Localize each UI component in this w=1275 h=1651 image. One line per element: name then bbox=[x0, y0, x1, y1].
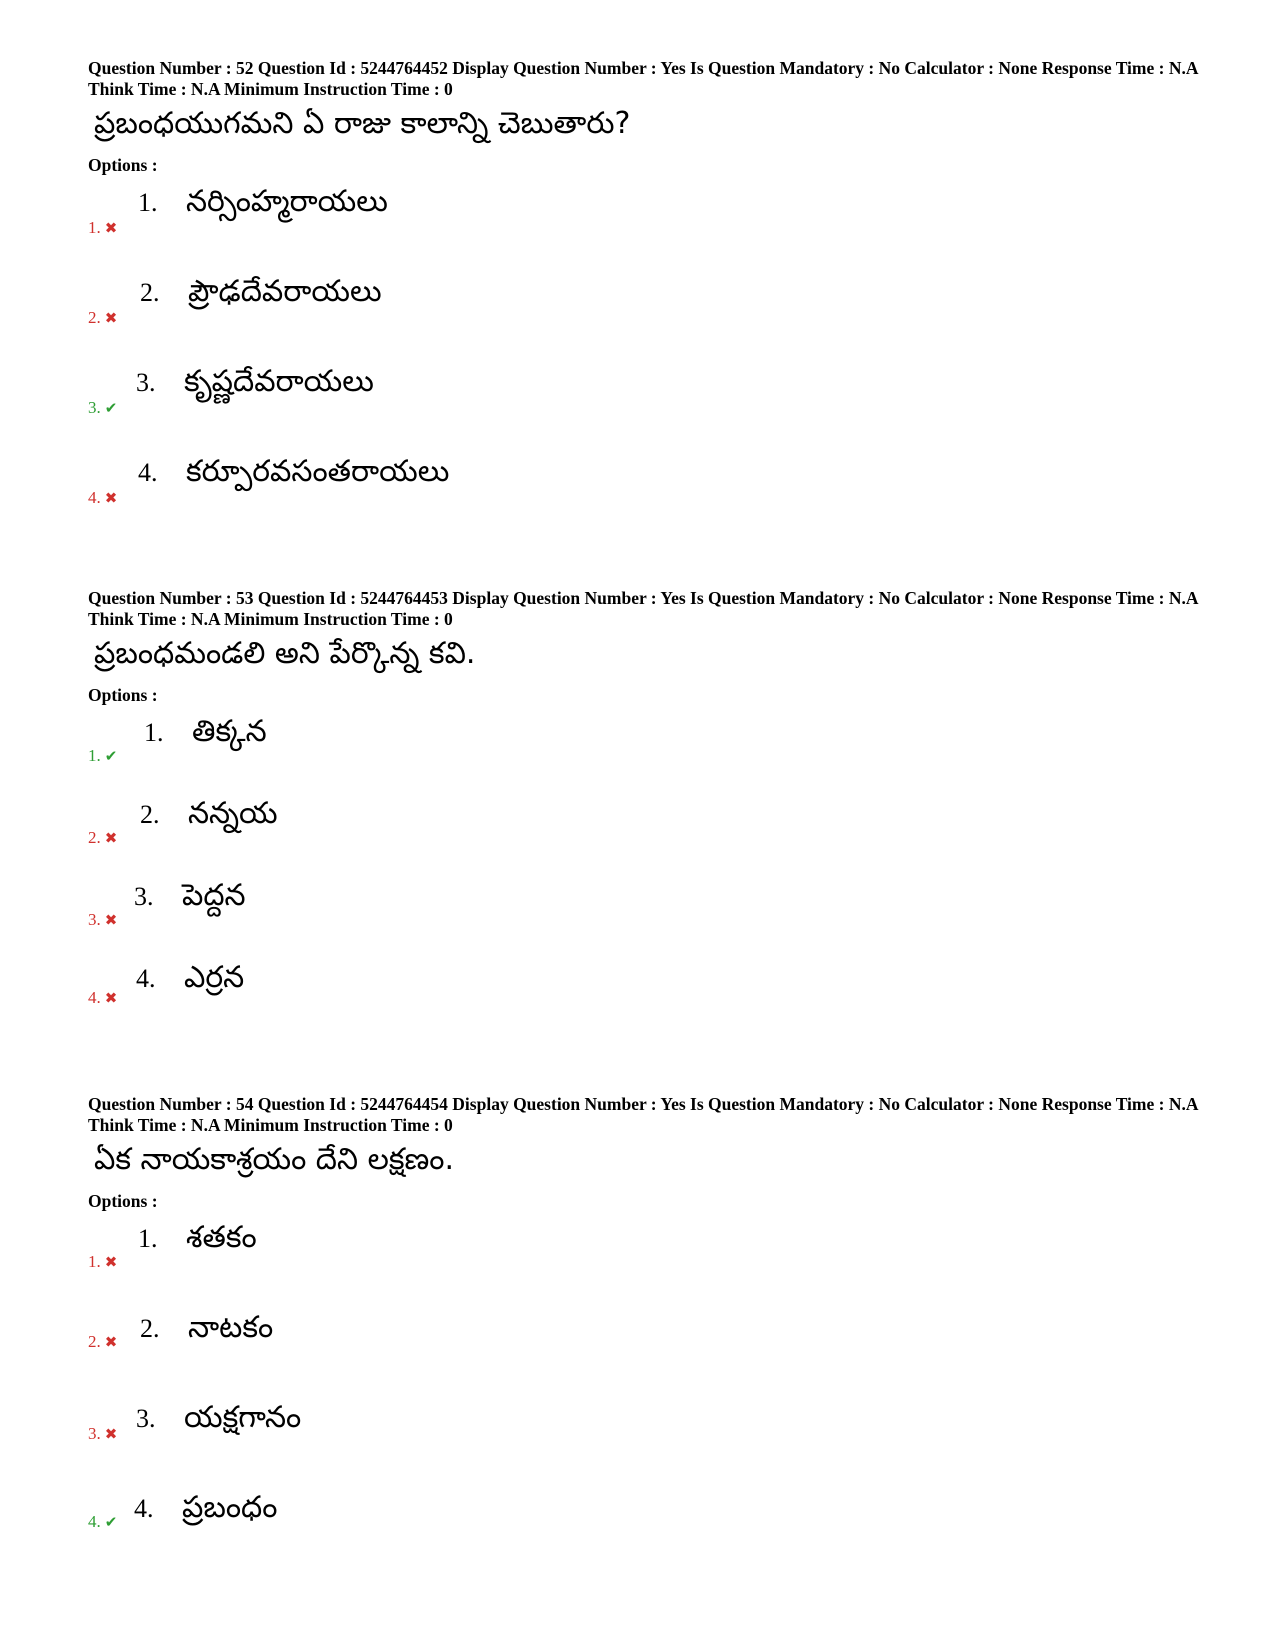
question-meta: Question Number : 54 Question Id : 5244764454 Display Question Number : Yes Is Question Mandatory : No Calculator : None Response Time : N.A Think Time : N.A Minimum Instruction Time : 0 bbox=[88, 1094, 1198, 1135]
option-number: 3. bbox=[134, 882, 154, 911]
options-label: Options : bbox=[88, 155, 158, 175]
cross-icon: ✖ bbox=[104, 309, 118, 327]
question-text: ఏక నాయకాశ్రయం దేని లక్షణం. bbox=[94, 1142, 455, 1177]
question-53 bbox=[88, 588, 1198, 1040]
option-text: పెద్దన bbox=[182, 878, 246, 913]
question-52 bbox=[88, 58, 1198, 542]
check-icon: ✔ bbox=[104, 1513, 118, 1531]
option-status: 2. ✖ bbox=[88, 828, 118, 847]
options-label: Options : bbox=[88, 1191, 158, 1211]
option-number: 1. bbox=[144, 718, 164, 747]
option-status: 4. ✖ bbox=[88, 488, 118, 507]
option-1 bbox=[88, 182, 1198, 272]
option-text: శతకం bbox=[186, 1220, 257, 1255]
option-2 bbox=[88, 794, 1198, 876]
option-text: తిక్కన bbox=[192, 714, 267, 749]
option-number: 4. bbox=[134, 1494, 154, 1523]
option-2 bbox=[88, 1308, 1198, 1398]
question-meta: Question Number : 52 Question Id : 5244764452 Display Question Number : Yes Is Question Mandatory : No Calculator : None Response Time : N.A Think Time : N.A Minimum Instruction Time : 0 bbox=[88, 58, 1198, 99]
option-text: కృష్ణదేవరాయలు bbox=[184, 364, 374, 399]
question-text: ప్రబంధయుగమని ఏ రాజు కాలాన్ని చెబుతారు? bbox=[94, 106, 631, 141]
option-number: 4. bbox=[136, 964, 156, 993]
option-status: 3. ✖ bbox=[88, 1424, 118, 1443]
cross-icon: ✖ bbox=[104, 829, 118, 847]
option-text: నాటకం bbox=[188, 1310, 274, 1345]
option-text: నర్సింహ్మరాయలు bbox=[186, 184, 388, 219]
option-status: 2. ✖ bbox=[88, 1332, 118, 1351]
option-status: 4. ✖ bbox=[88, 988, 118, 1007]
option-text: నన్నయ bbox=[188, 796, 278, 831]
option-number: 2. bbox=[140, 1314, 160, 1343]
cross-icon: ✖ bbox=[104, 219, 118, 237]
option-status: 4. ✔ bbox=[88, 1512, 118, 1531]
cross-icon: ✖ bbox=[104, 1425, 118, 1443]
options-label: Options : bbox=[88, 685, 158, 705]
cross-icon: ✖ bbox=[104, 1253, 118, 1271]
cross-icon: ✖ bbox=[104, 1333, 118, 1351]
option-3 bbox=[88, 362, 1198, 452]
question-meta: Question Number : 53 Question Id : 5244764453 Display Question Number : Yes Is Question Mandatory : No Calculator : None Response Time : N.A Think Time : N.A Minimum Instruction Time : 0 bbox=[88, 588, 1198, 629]
option-text: ప్రౌఢదేవరాయలు bbox=[188, 274, 382, 309]
option-4 bbox=[88, 1488, 1198, 1578]
check-icon: ✔ bbox=[104, 399, 118, 417]
cross-icon: ✖ bbox=[104, 989, 118, 1007]
check-icon: ✔ bbox=[104, 747, 118, 765]
option-text: యక్షగానం bbox=[184, 1400, 302, 1435]
option-1 bbox=[88, 712, 1198, 794]
option-4 bbox=[88, 958, 1198, 1040]
option-number: 1. bbox=[138, 188, 158, 217]
option-status: 1. ✖ bbox=[88, 218, 118, 237]
option-number: 3. bbox=[136, 368, 156, 397]
option-4 bbox=[88, 452, 1198, 542]
option-text: ఎర్రన bbox=[184, 960, 245, 995]
option-1 bbox=[88, 1218, 1198, 1308]
option-number: 4. bbox=[138, 458, 158, 487]
option-status: 3. ✔ bbox=[88, 398, 118, 417]
option-2 bbox=[88, 272, 1198, 362]
option-text: ప్రబంధం bbox=[182, 1490, 278, 1525]
option-status: 3. ✖ bbox=[88, 910, 118, 929]
option-3 bbox=[88, 1398, 1198, 1488]
option-number: 1. bbox=[138, 1224, 158, 1253]
question-54 bbox=[88, 1094, 1198, 1578]
option-number: 2. bbox=[140, 800, 160, 829]
question-text: ప్రబంధమండలి అని పేర్కొన్న కవి. bbox=[94, 636, 476, 671]
option-number: 3. bbox=[136, 1404, 156, 1433]
option-number: 2. bbox=[140, 278, 160, 307]
cross-icon: ✖ bbox=[104, 911, 118, 929]
option-status: 2. ✖ bbox=[88, 308, 118, 327]
cross-icon: ✖ bbox=[104, 489, 118, 507]
option-text: కర్పూరవసంతరాయలు bbox=[186, 454, 450, 489]
option-3 bbox=[88, 876, 1198, 958]
option-status: 1. ✖ bbox=[88, 1252, 118, 1271]
option-status: 1. ✔ bbox=[88, 746, 118, 765]
